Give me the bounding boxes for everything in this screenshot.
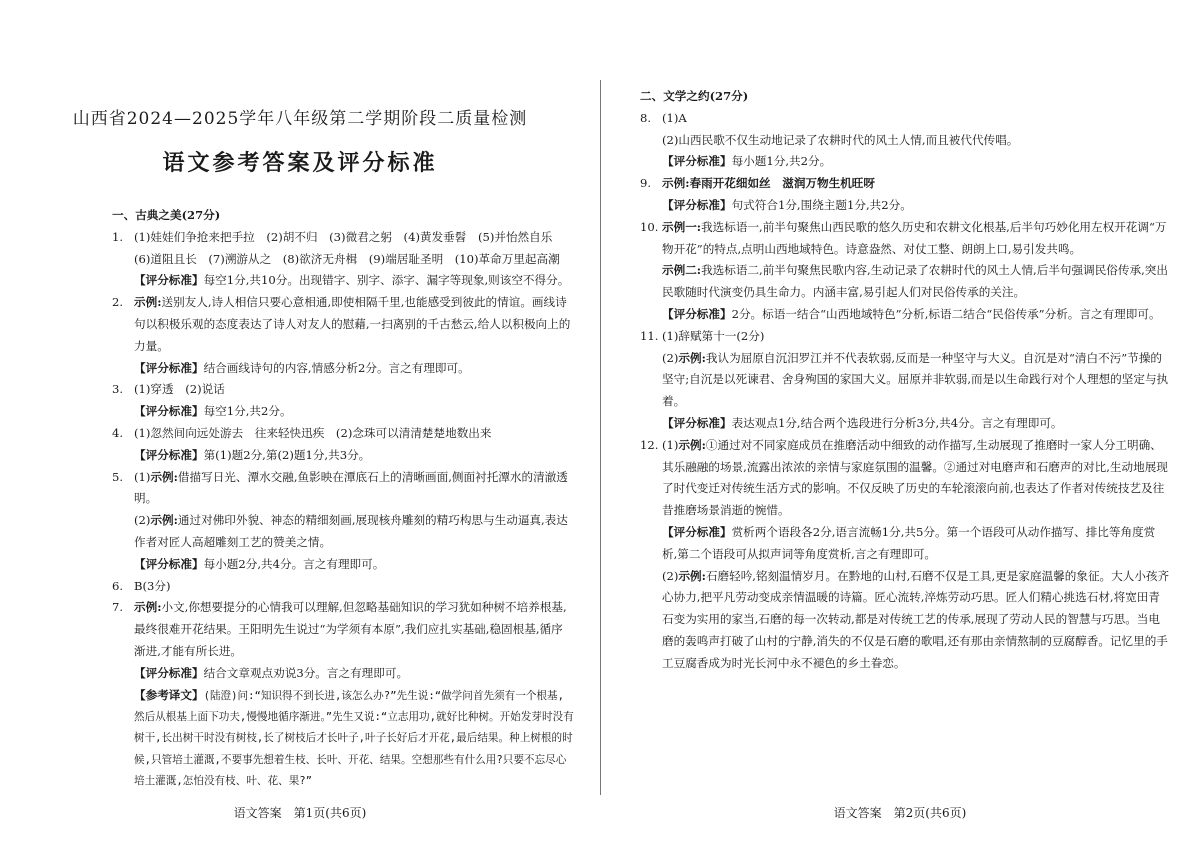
question-12 (640, 435, 1170, 522)
example-tag: 示例: (678, 350, 706, 365)
question-11-part-2 (640, 348, 1170, 413)
sub-number: (2) (662, 350, 679, 365)
scoring-tag: 【评分标准】 (134, 273, 204, 288)
answer-text: 小文,你想要提分的心情我可以理解,但忽略基础知识的学习犹如种树不培养根基,最终很难开花结果。王阳明先生说过“为学须有本原”,我们应扎实基础,稳固根基,循序渐进,才能有所长进。 (134, 600, 567, 658)
question-5-part-2 (112, 510, 574, 554)
question-12-part-2 (640, 566, 1170, 675)
scoring-tag: 【评分标准】 (134, 447, 204, 462)
page2-content (640, 86, 1170, 675)
example-tag: 示例: (134, 295, 162, 310)
scoring-tag: 【评分标准】 (134, 665, 204, 680)
reference-translation (112, 685, 574, 793)
scoring-text: 每小题1分,共2分。 (731, 154, 832, 169)
sub-number: (2) (134, 513, 151, 528)
scoring-standard (640, 304, 1170, 326)
scoring-tag: 【评分标准】 (662, 154, 732, 169)
question-11 (640, 326, 1170, 348)
sub-number: (2) (662, 568, 679, 583)
scoring-text: 第(1)题2分,第(2)题1分,共3分。 (203, 447, 371, 462)
answer-text: 送别友人,诗人相信只要心意相通,即使相隔千里,也能感受到彼此的情谊。画线诗句以积极乐观的态度表达了诗人对友人的慰藉,一扫离别的千古愁云,给人以积极向上的力量。 (134, 295, 571, 353)
scoring-tag: 【评分标准】 (134, 556, 204, 571)
question-5 (112, 467, 574, 511)
question-10-example-2 (640, 260, 1170, 304)
question-number: 2. (112, 295, 124, 310)
answer-text: 我认为屈原自沉汨罗江并不代表软弱,反而是一种坚守与大义。自沉是对“清白不污”节操的坚守;自沉是以死谏君、舍身殉国的家国大义。屈原并非软弱,而是以生命践行对个人理想的坚定与执着。 (662, 350, 1169, 409)
scoring-tag: 【评分标准】 (662, 197, 732, 212)
example-tag: 示例二: (662, 263, 702, 278)
sub-number: (1) (134, 469, 151, 484)
question-number: 10. (640, 219, 659, 234)
question-number: 11. (640, 328, 659, 343)
scoring-standard (112, 270, 574, 292)
page1-content (112, 205, 574, 793)
scoring-standard (112, 663, 574, 685)
scoring-text: 表达观点1分,结合两个选段进行分析3分,共4分。言之有理即可。 (731, 415, 1063, 430)
scoring-standard (112, 401, 574, 423)
page-footer: 语文答案 第2页(共6页) (833, 806, 967, 820)
example-tag: 示例: (678, 437, 706, 452)
question-7 (112, 597, 574, 662)
page-footer: 语文答案 第1页(共6页) (233, 806, 367, 820)
scoring-standard (112, 554, 574, 576)
answer-text: 我选标语一,前半句聚焦山西民歌的悠久历史和农耕文化根基,后半句巧妙化用左权开花调“万物开花”的特点,点明山西地域特色。诗意盎然、对仗工整、朗朗上口,易引发共鸣。 (662, 219, 1167, 256)
question-number: 3. (112, 382, 124, 397)
answer-text: B(3分) (134, 578, 171, 593)
answer-line: (1)娃娃们争抢来把手拉 (2)胡不归 (3)微君之躬 (4)黄发垂髫 (5)并怡然自乐 (134, 229, 553, 244)
reference-tag: 【参考译文】 (134, 687, 204, 702)
question-number: 8. (640, 110, 652, 125)
question-number: 12. (640, 437, 659, 452)
question-4 (112, 423, 574, 445)
question-2 (112, 292, 574, 357)
scoring-standard (640, 195, 1170, 217)
question-9 (640, 173, 1170, 195)
section-heading-literature: 二、文学之约(27分) (640, 89, 749, 103)
answer-text: 石磨轻吟,铭刻温情岁月。在黔地的山村,石磨不仅是工具,更是家庭温馨的象征。大人小孩齐心协力,把平凡劳动变成亲情温暖的诗篇。匠心流转,淬炼劳动巧思。匠人们精心挑选石材,将宽田青石变为实用的家当,石磨的每一次转动,都是对传统工艺的传承,展现了劳动人民的智慧与巧思。当电磨的轰鸣声打破了山村的宁静,消失的不仅是石磨的歌唱,还有那由亲情熬制的豆腐醇香。记忆里的手工豆腐香成为时光长河中永不褪色的乡土眷恋。 (662, 568, 1170, 670)
scoring-standard (640, 413, 1170, 435)
answer-text: (1)辞赋第十一(2分) (662, 328, 765, 343)
scoring-tag: 【评分标准】 (134, 360, 204, 375)
question-number: 1. (112, 229, 124, 244)
scoring-standard (640, 151, 1170, 173)
scoring-text: 每小题2分,共4分。言之有理即可。 (203, 556, 385, 571)
answer-text: 借描写日光、潭水交融,鱼影映在潭底石上的清晰画面,侧面衬托潭水的清澈透明。 (134, 469, 568, 506)
section-heading-classical: 一、古典之美(27分) (112, 208, 221, 222)
answer-text: (1)A (662, 110, 687, 125)
scoring-text: 结合画线诗句的内容,情感分析2分。言之有理即可。 (203, 360, 470, 375)
answer-text: (2)山西民歌不仅生动地记录了农耕时代的风土人情,而且被代代传唱。 (662, 132, 1019, 147)
scoring-standard (112, 358, 574, 380)
answer-text: (1)忽然间向远处游去 往来轻快迅疾 (2)念珠可以清清楚楚地数出来 (134, 425, 492, 440)
scoring-text: 每空1分,共10分。出现错字、别字、添字、漏字等现象,则该空不得分。 (203, 273, 570, 288)
question-number: 9. (640, 176, 652, 191)
question-10 (640, 217, 1170, 261)
question-number: 7. (112, 600, 124, 615)
question-1 (112, 227, 574, 271)
reference-text: (陆澄)问:“知识得不到长进,该怎么办?”先生说:“做学问首先须有一个根基,然后从根基上面下功夫,慢慢地循序渐进。”先生又说:“立志用功,就好比种树。开始发芽时没有树干,长出树干时没有树枝,长了树枝后才长叶子,叶子长好后才开花,最后结果。种上树根的时候,只管培土灌溉,不要事先想着生枝、长叶、开花、结果。空想那些有什么用?只要不忘尽心培土灌溉,怎怕没有枝、叶、花、果?” (134, 689, 574, 788)
example-tag: 示例: (134, 600, 162, 615)
scoring-standard (112, 445, 574, 467)
exam-title: 山西省2024—2025学年八年级第二学期阶段二质量检测 (72, 109, 528, 129)
question-3 (112, 379, 574, 401)
scoring-tag: 【评分标准】 (662, 306, 732, 321)
sub-number: (1) (662, 437, 679, 452)
answer-text: 春雨开花细如丝 滋润万物生机旺呀 (689, 176, 875, 191)
answer-page-2 (600, 0, 1200, 849)
question-6 (112, 576, 574, 598)
example-tag: 示例: (150, 469, 178, 484)
scoring-tag: 【评分标准】 (134, 404, 204, 419)
scoring-tag: 【评分标准】 (662, 524, 732, 539)
question-number: 4. (112, 425, 124, 440)
scoring-text: 每空1分,共2分。 (203, 404, 292, 419)
example-tag: 示例: (678, 568, 706, 583)
answer-text: (1)穿透 (2)说话 (134, 382, 225, 397)
scoring-tag: 【评分标准】 (662, 415, 732, 430)
answer-text: ①通过对不同家庭成员在推磨活动中细致的动作描写,生动展现了推磨时一家人分工明确、其乐融融的场景,流露出浓浓的亲情与家庭氛围的温馨。②通过对电磨声和石磨声的对比,生动地展现了时代变迁对传统生活方式的影响。不仅反映了历史的车轮滚滚向前,也表达了作者对传统技艺及往昔推磨场景消逝的惋惜。 (662, 437, 1168, 518)
scoring-text: 2分。标语一结合“山西地域特色”分析,标语二结合“民俗传承”分析。言之有理即可。 (731, 306, 1161, 321)
scoring-standard (640, 522, 1170, 566)
question-8 (640, 108, 1170, 130)
question-number: 5. (112, 469, 124, 484)
question-number: 6. (112, 578, 124, 593)
scoring-text: 赏析两个语段各2分,语言流畅1分,共5分。第一个语段可从动作描写、排比等角度赏析,第二个语段可从拟声词等角度赏析,言之有理即可。 (662, 524, 1156, 561)
example-tag: 示例: (150, 513, 178, 528)
answer-line: (6)道阻且长 (7)溯游从之 (8)欲济无舟楫 (9)端居耻圣明 (10)革命万里起高潮 (134, 251, 560, 266)
scoring-text: 结合文章观点劝说3分。言之有理即可。 (203, 665, 409, 680)
example-tag: 示例: (662, 176, 690, 191)
document-title: 语文参考答案及评分标准 (162, 150, 438, 176)
answer-text: 我选标语二,前半句聚焦民歌内容,生动记录了农耕时代的风土人情,后半句强调民俗传承,突出民歌随时代演变仍具生命力。内涵丰富,易引起人们对民俗传承的关注。 (662, 263, 1168, 300)
scoring-text: 句式符合1分,围绕主题1分,共2分。 (731, 197, 912, 212)
example-tag: 示例一: (662, 219, 702, 234)
answer-text: 通过对佛印外貌、神态的精细刻画,展现核舟雕刻的精巧构思与生动逼真,表达作者对匠人高超雕刻工艺的赞美之情。 (134, 513, 568, 549)
